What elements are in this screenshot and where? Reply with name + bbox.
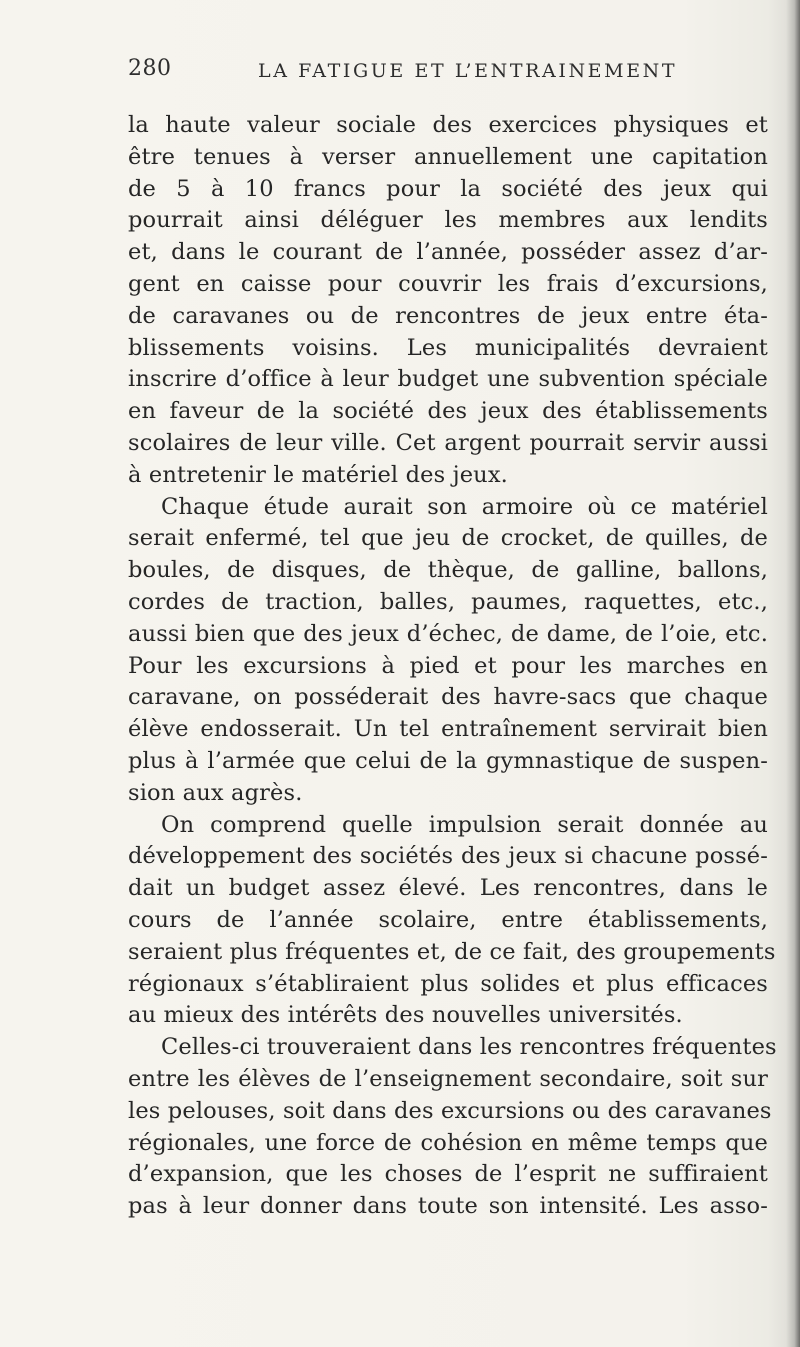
text-line: inscrire d’office à leur budget une subvention spéciale <box>128 366 768 393</box>
text-line: cordes de traction, balles, paumes, raquettes, etc., <box>128 588 768 615</box>
text-line: Chaque étude aurait son armoire où ce matériel <box>161 493 768 520</box>
running-head <box>0 56 800 96</box>
text-line: de caravanes ou de rencontres de jeux entre éta- <box>128 302 768 329</box>
text-line: cours de l’année scolaire, entre établissements, <box>128 906 768 933</box>
text-line: seraient plus fréquentes et, de ce fait, des groupements <box>128 938 776 965</box>
text-line: aussi bien que des jeux d’échec, de dame, de l’oie, etc. <box>128 620 768 647</box>
text-line: dait un budget assez élevé. Les rencontres, dans le <box>128 875 768 902</box>
text-line: pas à leur donner dans toute son intensité. Les asso- <box>128 1193 768 1220</box>
text-line: à entretenir le matériel des jeux. <box>128 461 508 488</box>
running-title: LA FATIGUE ET L’ENTRAINEMENT <box>258 60 678 82</box>
text-line: d’expansion, que les choses de l’esprit ne suffiraient <box>128 1161 768 1188</box>
text-line: Pour les excursions à pied et pour les marches en <box>128 652 768 679</box>
text-line: serait enfermé, tel que jeu de crocket, de quilles, de <box>128 525 768 552</box>
text-line: au mieux des intérêts des nouvelles universités. <box>128 1002 683 1029</box>
text-line: blissements voisins. Les municipalités devraient <box>128 334 768 361</box>
text-line: sion aux agrès. <box>128 779 303 806</box>
text-line: Celles-ci trouveraient dans les rencontres fréquentes <box>161 1034 777 1061</box>
text-line: scolaires de leur ville. Cet argent pourrait servir aussi <box>128 429 768 456</box>
text-line: caravane, on posséderait des havre-sacs que chaque <box>128 684 768 711</box>
text-line: boules, de disques, de thèque, de galline, ballons, <box>128 557 768 584</box>
text-line: en faveur de la société des jeux des établissements <box>128 398 768 425</box>
page-edge-shadow <box>786 0 800 1347</box>
text-line: gent en caisse pour couvrir les frais d’excursions, <box>128 270 768 297</box>
text-line: être tenues à verser annuellement une capitation <box>128 143 768 170</box>
text-line: la haute valeur sociale des exercices physiques et <box>128 112 768 138</box>
body-text <box>128 110 777 1223</box>
text-line: plus à l’armée que celui de la gymnastique de suspen- <box>128 747 768 774</box>
text-line: On comprend quelle impulsion serait donnée au <box>161 811 768 838</box>
text-line: de 5 à 10 francs pour la société des jeux qui <box>128 175 768 202</box>
text-line: développement des sociétés des jeux si chacune possé- <box>128 843 768 870</box>
page-number: 280 <box>128 56 172 81</box>
text-line: pourrait ainsi déléguer les membres aux lendits <box>128 207 768 234</box>
text-line: régionales, une force de cohésion en même temps que <box>128 1129 768 1156</box>
text-line: régionaux s’établiraient plus solides et plus efficaces <box>128 970 768 997</box>
text-line: et, dans le courant de l’année, posséder assez d’ar- <box>128 239 768 266</box>
text-line: élève endosserait. Un tel entraînement servirait bien <box>128 716 768 743</box>
text-line: les pelouses, soit dans des excursions ou des caravanes <box>128 1097 772 1124</box>
text-line: entre les élèves de l’enseignement secondaire, soit sur <box>128 1065 768 1092</box>
